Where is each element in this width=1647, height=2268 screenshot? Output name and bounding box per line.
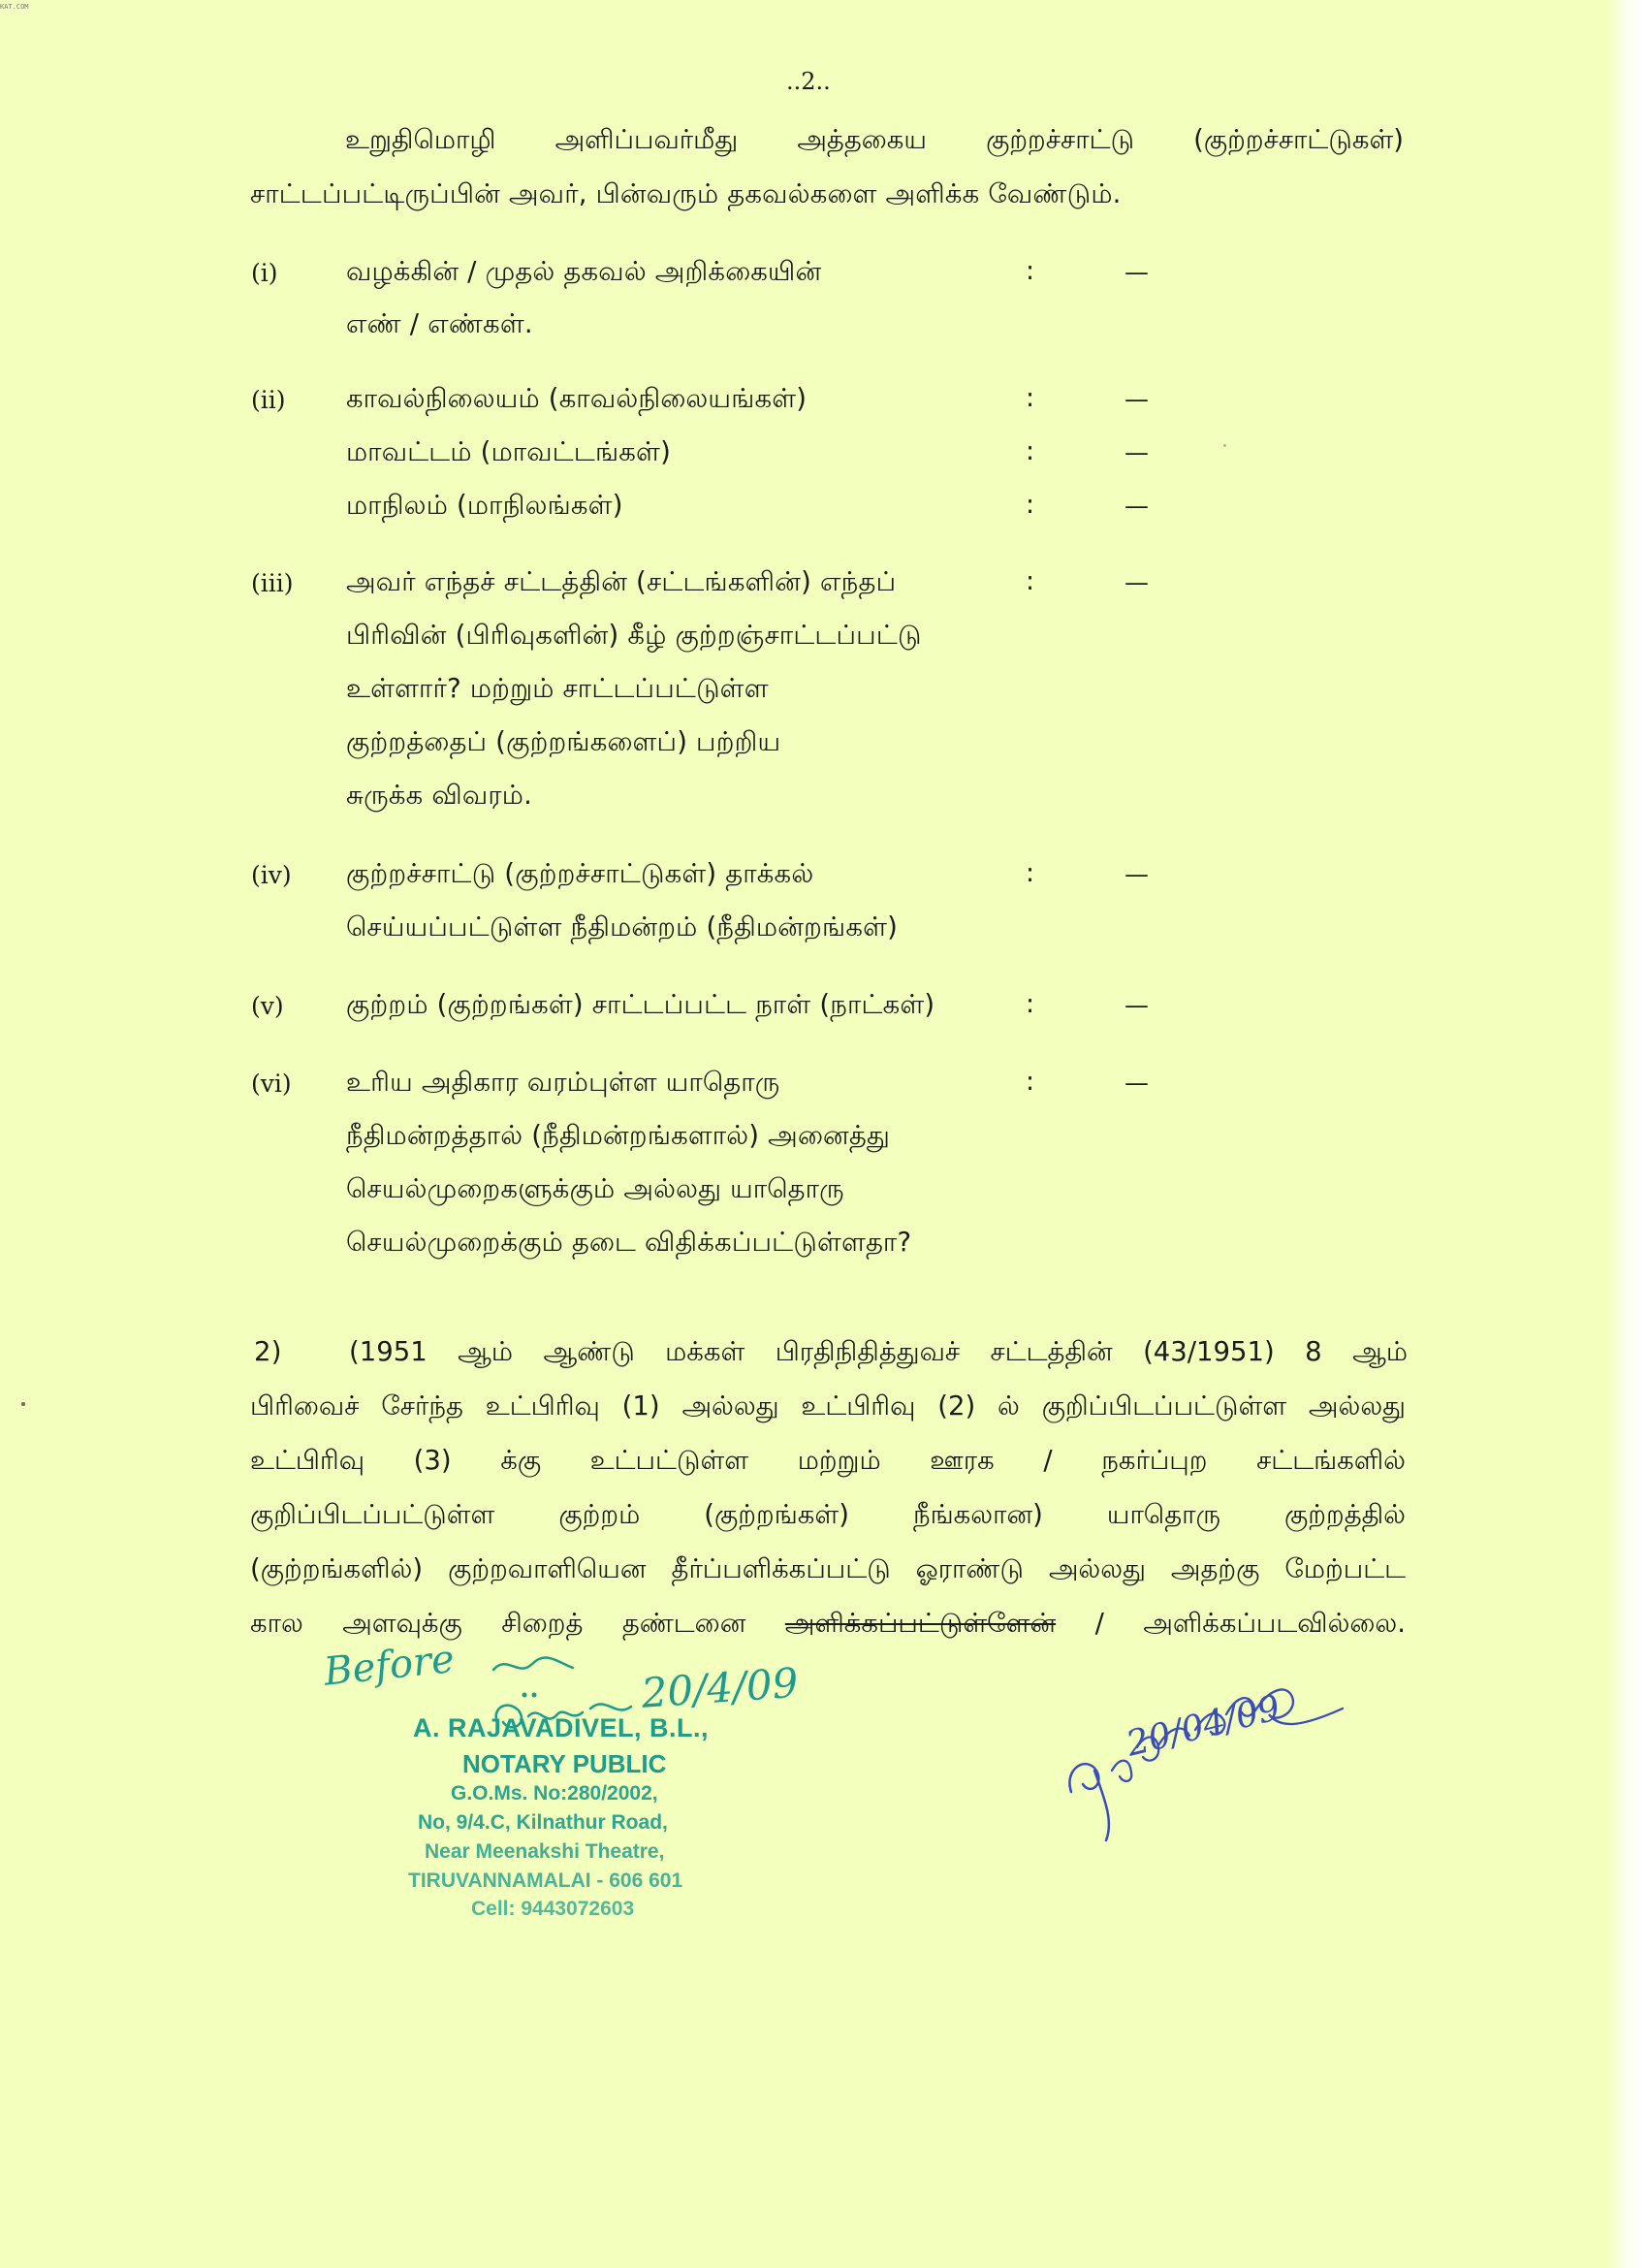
item-text: செய்யப்பட்டுள்ள நீதிமன்றம் (நீதிமன்றங்கள்) <box>346 911 899 942</box>
item-text: குற்றத்தைப் (குற்றங்களைப்) பற்றிய <box>346 726 781 757</box>
item-number: (v) <box>251 992 284 1020</box>
item-text: வழக்கின் / முதல் தகவல் அறிக்கையின் <box>346 256 822 287</box>
item-answer: — <box>1124 438 1149 466</box>
intro-line-2: சாட்டப்பட்டிருப்பின் அவர், பின்வரும் தகவல்களை அளிக்க வேண்டும். <box>250 178 1122 209</box>
stamp-title: NOTARY PUBLIC <box>462 1749 667 1778</box>
item-text: மாவட்டம் (மாவட்டங்கள்) <box>346 436 672 467</box>
item-text: எண் / எண்கள். <box>346 308 533 339</box>
item-colon: : <box>1026 566 1035 596</box>
item-text: சுருக்க விவரம். <box>346 780 533 811</box>
stamp-order-number: G.O.Ms. No:280/2002, <box>451 1782 658 1805</box>
intro-word: (குற்றச்சாட்டுகள்) <box>1193 124 1404 155</box>
item-text: குற்றச்சாட்டு (குற்றச்சாட்டுகள்) தாக்கல் <box>346 858 814 889</box>
stamp-city: TIRUVANNAMALAI - 606 601 <box>408 1869 683 1892</box>
item-number: (iv) <box>251 861 292 889</box>
item-text: செயல்முறைகளுக்கும் அல்லது யாதொரு <box>346 1173 844 1204</box>
item-number: (i) <box>251 259 278 287</box>
item-text: குற்றம் (குற்றங்கள்) சாட்டப்பட்ட நாள் (நாட்கள்) <box>346 989 935 1020</box>
scan-speck <box>21 1402 25 1406</box>
item-answer: — <box>1124 385 1149 413</box>
stamp-landmark: Near Meenakshi Theatre, <box>425 1840 665 1863</box>
item-text: பிரிவின் (பிரிவுகளின்) கீழ் குற்றஞ்சாட்டப்பட்டு <box>346 620 922 651</box>
scan-speck <box>1223 444 1226 447</box>
item-text: காவல்நிலையம் (காவல்நிலையங்கள்) <box>346 383 808 414</box>
notary-date: 20/4/09 <box>640 1658 800 1717</box>
section-line: பிரிவைச் சேர்ந்த உட்பிரிவு (1) அல்லது உட்பிரிவு (2) ல் குறிப்பிடப்பட்டுள்ள அல்லது <box>250 1390 1406 1421</box>
item-text: அவர் எந்தச் சட்டத்தின் (சட்டங்களின்) எந்தப் <box>346 566 897 597</box>
stamp-name: A. RAJAVADIVEL, B.L., <box>413 1713 710 1742</box>
struck-option: அளிக்கப்பட்டுள்ளேன் <box>784 1608 1057 1639</box>
paper-edge <box>1608 0 1647 2268</box>
section-line-last <box>250 1608 1406 1643</box>
item-colon: : <box>1026 436 1035 466</box>
corner-mark: KAT.COM <box>0 3 29 11</box>
section-line: (குற்றங்களில்) குற்றவாளியென தீர்ப்பளிக்கப்பட்டு ஓராண்டு அல்லது அதற்கு மேற்பட்ட <box>250 1553 1406 1584</box>
item-number: (ii) <box>251 386 286 414</box>
item-colon: : <box>1026 383 1035 413</box>
page-number: ..2.. <box>786 68 831 95</box>
item-text: உள்ளார்? மற்றும் சாட்டப்பட்டுள்ள <box>346 673 769 704</box>
intro-word: உறுதிமொழி <box>345 124 496 155</box>
section-number: 2) <box>254 1336 282 1367</box>
item-text: மாநிலம் (மாநிலங்கள்) <box>346 490 623 521</box>
item-answer: — <box>1124 258 1149 286</box>
section-text: / அளிக்கப்படவில்லை. <box>1094 1608 1406 1639</box>
item-colon: : <box>1026 858 1035 888</box>
item-answer: — <box>1124 568 1149 596</box>
item-colon: : <box>1026 256 1035 286</box>
item-colon: : <box>1026 490 1035 520</box>
section-text: கால அளவுக்கு சிறைத் தண்டனை <box>250 1608 746 1639</box>
item-colon: : <box>1026 989 1035 1019</box>
section-line: (1951 ஆம் ஆண்டு மக்கள் பிரதிநிதித்துவச் சட்டத்தின் (43/1951) 8 ஆம் <box>349 1336 1408 1367</box>
stamp-address: No, 9/4.C, Kilnathur Road, <box>418 1811 668 1834</box>
handwritten-before: Before <box>322 1636 457 1695</box>
item-text: நீதிமன்றத்தால் (நீதிமன்றங்களால்) அனைத்து <box>346 1120 890 1151</box>
item-number: (iii) <box>251 569 294 597</box>
item-answer: — <box>1124 860 1149 888</box>
item-number: (vi) <box>251 1070 292 1098</box>
section-line: குறிப்பிடப்பட்டுள்ள குற்றம் (குற்றங்கள்) நீங்கலான) யாதொரு குற்றத்தில் <box>250 1499 1406 1530</box>
section-line: உட்பிரிவு (3) க்கு உட்பட்டுள்ள மற்றும் ஊரக / நகர்ப்புற சட்டங்களில் <box>250 1445 1406 1476</box>
item-answer: — <box>1124 492 1149 520</box>
intro-word: அளிப்பவர்மீது <box>554 124 739 155</box>
deponent-date: 20/04/09 <box>1123 1687 1284 1765</box>
item-answer: — <box>1124 1069 1149 1097</box>
item-text: உரிய அதிகார வரம்புள்ள யாதொரு <box>346 1067 780 1098</box>
intro-word: அத்தகைய <box>797 124 927 155</box>
intro-word: குற்றச்சாட்டு <box>986 124 1135 155</box>
stamp-phone: Cell: 9443072603 <box>471 1898 635 1920</box>
deponent-signature <box>1061 1676 1352 1850</box>
item-colon: : <box>1026 1067 1035 1097</box>
item-text: செயல்முறைக்கும் தடை விதிக்கப்பட்டுள்ளதா? <box>346 1227 912 1258</box>
intro-line-1 <box>345 124 1404 159</box>
item-answer: — <box>1124 991 1149 1019</box>
